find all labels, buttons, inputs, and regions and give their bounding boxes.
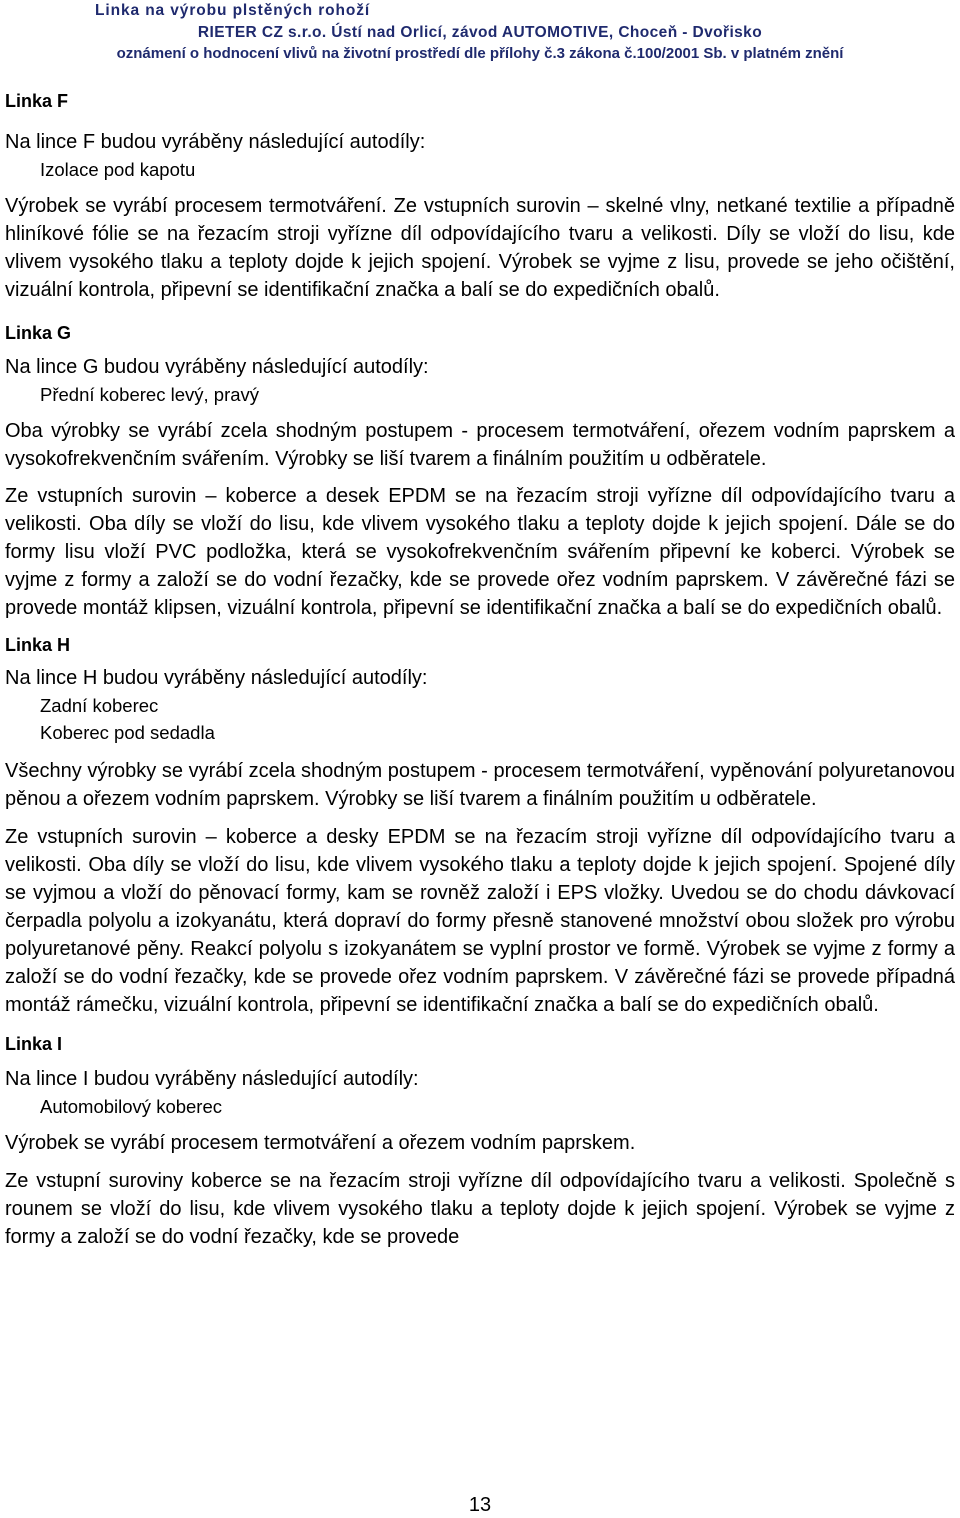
- section-linka-i: [5, 1033, 955, 1251]
- section-heading: Linka F: [5, 91, 69, 111]
- parts-list: [5, 156, 955, 183]
- paragraph: Ze vstupních surovin – koberce a desek EPDM se na řezacím stroji vyřízne díl odpovídajícího tvaru a velikosti. Oba díly se vloží do lisu, kde vlivem vysokého tlaku a teploty dojde k jejich spojení. Dále se do formy lisu vloží PVC podložka, která se vysokofrekvenčním svářením připevní ke koberci. Výrobek se vyjme z formy a založí se do vodní řezačky, kde se provede ořez vodním paprskem. V závěrečné fázi se provede montáž klipsen, vizuální kontrola, připevní se identifikační značka a balí se do expedičních obalů.: [5, 485, 955, 619]
- section-linka-f: [5, 90, 955, 304]
- section-heading: Linka H: [5, 635, 71, 655]
- section-linka-g: [5, 322, 955, 622]
- header-title: Linka na výrobu plstěných rohoží: [95, 2, 371, 19]
- section-intro: Na lince F budou vyráběny následující autodíly:: [5, 131, 426, 153]
- document-body: [5, 90, 955, 1251]
- list-item: Zadní koberec: [40, 695, 159, 716]
- paragraph: Všechny výrobky se vyrábí zcela shodným postupem - procesem termotváření, vypěnování polyuretanovou pěnou a ořezem vodním paprskem. Výrobky se liší tvarem a finálním použitím u odběratele.: [5, 760, 955, 810]
- list-item: Koberec pod sedadla: [40, 722, 215, 743]
- section-heading: Linka G: [5, 323, 72, 343]
- section-intro: Na lince H budou vyráběny následující autodíly:: [5, 667, 428, 689]
- parts-list: [5, 381, 955, 408]
- header-notice: oznámení o hodnocení vlivů na životní prostředí dle přílohy č.3 zákona č.100/2001 Sb. v platném znění: [116, 45, 844, 62]
- paragraph: Výrobek se vyrábí procesem termotváření a ořezem vodním paprskem.: [5, 1132, 636, 1154]
- paragraph: Ze vstupní suroviny koberce se na řezacím stroji vyřízne díl odpovídajícího tvaru a velikosti. Společně s rounem se vloží do lisu, kde vlivem vysokého tlaku a teploty dojde k jejich spojení. Výrobek se vyjme z formy a založí se do vodní řezačky, kde se provede: [5, 1170, 955, 1248]
- list-item: Automobilový koberec: [40, 1096, 223, 1117]
- section-linka-h: [5, 634, 955, 1019]
- paragraph: Ze vstupních surovin – koberce a desky EPDM se na řezacím stroji vyřízne díl odpovídajícího tvaru a velikosti. Oba díly se vloží do lisu, kde vlivem vysokého tlaku a teploty dojde k jejich spojení. Spojené díly se vyjmou a vloží do pěnovací formy, kam se rovněž založí i EPS vložky. Uvedou se do chodu dávkovací čerpadla polyolu a izokyanátu, která dopraví do formy přesně stanovené množství obou složek pro výrobu polyuretanové pěny. Reakcí polyolu s izokyanátem se vyplní prostor ve formě. Výrobek se vyjme z formy a založí se do vodní řezačky, kde se provede ořez vodním paprskem. V závěrečné fázi se provede případná montáž rámečku, vizuální kontrola, připevní se identifikační značka a balí se do expedičních obalů.: [5, 826, 955, 1016]
- list-item: Izolace pod kapotu: [40, 159, 196, 180]
- list-item: Přední koberec levý, pravý: [40, 384, 260, 405]
- paragraph: Oba výrobky se vyrábí zcela shodným postupem - procesem termotváření, ořezem vodním paprskem a vysokofrekvenčním svářením. Výrobky se liší tvarem a finálním použitím u odběratele.: [5, 420, 955, 470]
- parts-list: [5, 1093, 955, 1120]
- section-heading: Linka I: [5, 1034, 63, 1054]
- parts-list: [5, 692, 955, 746]
- paragraph: Výrobek se vyrábí procesem termotváření. Ze vstupních surovin – skelné vlny, netkané textilie a případně hliníkové fólie se na řezacím stroji vyřízne díl odpovídajícího tvaru a velikosti. Díly se vloží do lisu, kde vlivem vysokého tlaku a teploty dojde k jejich spojení. Výrobek se vyjme z lisu, provede se jeho očištění, vizuální kontrola, připevní se identifikační značka a balí se do expedičních obalů.: [5, 195, 955, 301]
- header-company: RIETER CZ s.r.o. Ústí nad Orlicí, závod AUTOMOTIVE, Choceň - Dvořisko: [197, 24, 763, 41]
- section-intro: Na lince G budou vyráběny následující autodíly:: [5, 356, 429, 378]
- section-intro: Na lince I budou vyráběny následující autodíly:: [5, 1068, 419, 1090]
- page-number: 13: [468, 1494, 492, 1516]
